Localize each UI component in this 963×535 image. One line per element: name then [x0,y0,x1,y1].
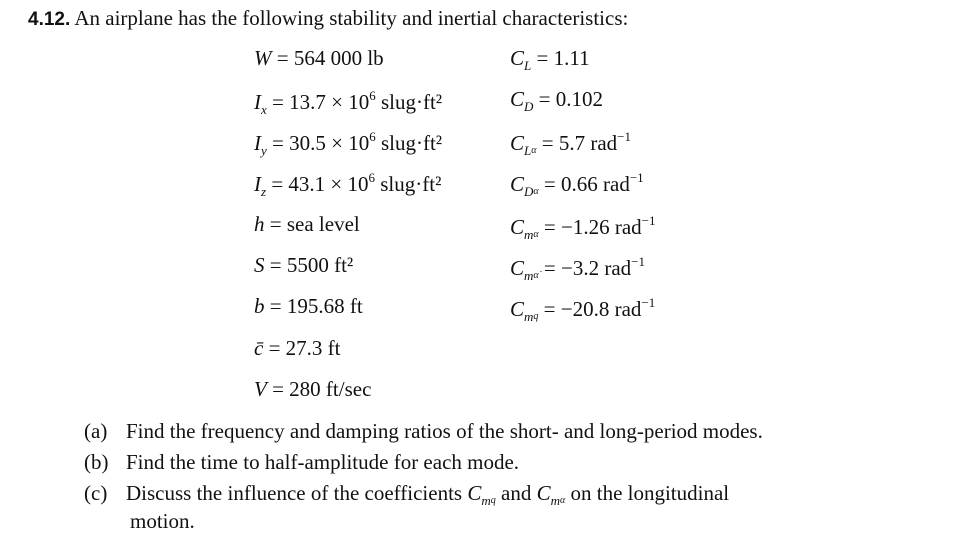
param-altitude [254,214,360,235]
coef-subscript: m [481,493,491,508]
coef-symbol: C [510,256,525,280]
coef-cl [510,48,590,72]
equals-sign: = [272,377,284,401]
coef-symbol: C [467,481,482,505]
param-value: 5500 ft² [286,253,354,277]
param-weight [254,48,384,69]
param-span [254,296,363,317]
coef-symbol: C [510,297,525,321]
equals-sign: = [276,46,289,70]
part-c [84,483,729,507]
param-value: 564 000 lb [293,46,384,70]
equals-sign: = [269,253,282,277]
coef-cm-alpha [510,214,656,241]
equals-sign: = [272,90,284,114]
part-text: Find the frequency and damping ratios of the short- and long-period modes. [126,419,763,443]
coef-subscript: L [524,58,532,73]
param-value: 30.5 × 10 [289,131,370,155]
param-value: 43.1 × 10 [288,172,369,196]
param-symbol: S [254,253,265,277]
coef-cd [510,89,603,113]
param-wing-area [254,255,353,276]
param-symbol: I [254,90,261,114]
param-symbol: c̄ [254,336,264,360]
equals-sign: = [543,256,556,280]
coef-value: 5.7 rad [558,131,618,155]
param-value: sea level [286,212,360,236]
coef-value: 0.102 [555,87,603,111]
coef-subscript: m [524,309,534,324]
coef-exponent: −1 [629,170,644,185]
coef-subsubscript: α [531,145,537,156]
part-b [84,452,519,473]
param-value: 27.3 ft [285,336,341,360]
coef-value: −1.26 rad [561,215,642,239]
param-value: 195.68 ft [286,294,363,318]
coef-cm-alpha-dot [510,255,645,282]
coef-cm-q [510,296,655,323]
equals-sign: = [269,294,282,318]
part-text: Discuss the influence of the coefficients [126,481,463,505]
coef-subscript: m [524,227,534,242]
coef-subscript: m [524,268,534,283]
param-value: 13.7 × 10 [289,90,370,114]
coef-exponent: −1 [631,254,646,269]
part-text: motion. [130,509,195,533]
coef-symbol: C [510,87,525,111]
part-c-continuation [130,511,195,532]
param-symbol: W [254,46,272,70]
problem-header [28,6,628,31]
coef-value: −3.2 rad [561,256,632,280]
param-ix [254,89,442,116]
equals-sign: = [543,215,556,239]
coef-value: 0.66 rad [561,172,630,196]
coef-subsubscript: q [533,311,539,322]
part-a [84,421,763,442]
param-symbol: V [254,377,267,401]
part-text: and [501,481,532,505]
coef-exponent: −1 [641,213,656,228]
param-iy [254,130,442,157]
part-label: (a) [84,419,108,443]
param-exponent: 6 [369,88,376,103]
param-subscript: y [261,143,267,158]
coef-exponent: −1 [641,295,656,310]
coef-subsubscript: α [533,186,539,197]
param-unit: slug·ft² [375,172,442,196]
coef-cl-alpha [510,130,631,157]
equals-sign: = [541,131,554,155]
coef-value: −20.8 rad [560,297,642,321]
equals-sign: = [538,87,551,111]
coef-exponent: −1 [617,129,632,144]
equals-sign: = [536,46,549,70]
coef-symbol: C [510,215,525,239]
equals-sign: = [268,336,281,360]
coef-symbol: C [510,131,525,155]
param-exponent: 6 [369,129,376,144]
coef-subsubscript: α [559,495,566,506]
param-exponent: 6 [368,170,375,185]
part-label: (b) [84,450,109,474]
coef-cd-alpha [510,171,644,198]
param-symbol: I [254,131,261,155]
param-symbol: b [254,294,265,318]
param-unit: slug·ft² [375,90,443,114]
coef-subsubscript: α̇ [533,270,539,281]
param-symbol: I [254,172,261,196]
coef-subsubscript: q [490,495,496,506]
param-unit: slug·ft² [375,131,443,155]
equals-sign: = [269,212,282,236]
coef-subscript: D [524,99,534,114]
problem-statement: An airplane has the following stability and inertial characteristics: [74,6,629,30]
equals-sign: = [543,172,556,196]
equals-sign: = [543,297,556,321]
coef-symbol: C [510,172,525,196]
param-subscript: z [261,184,267,199]
part-text: on the longitudinal [570,481,730,505]
coef-symbol: C [510,46,525,70]
coef-subscript: D [524,184,534,199]
param-velocity [254,379,371,400]
param-symbol: h [254,212,265,236]
coef-symbol: C [536,481,551,505]
coef-subscript: m [550,493,560,508]
param-chord [254,338,341,359]
equals-sign: = [271,172,284,196]
param-iz [254,171,441,198]
coef-value: 1.11 [553,46,590,70]
part-label: (c) [84,481,108,505]
param-value: 280 ft/sec [289,377,372,401]
problem-number: 4.12. [28,9,71,30]
param-subscript: x [261,102,267,117]
coef-subsubscript: α [533,229,539,240]
coef-subscript: L [524,143,532,158]
equals-sign: = [272,131,284,155]
part-text: Find the time to half-amplitude for each mode. [126,450,520,474]
